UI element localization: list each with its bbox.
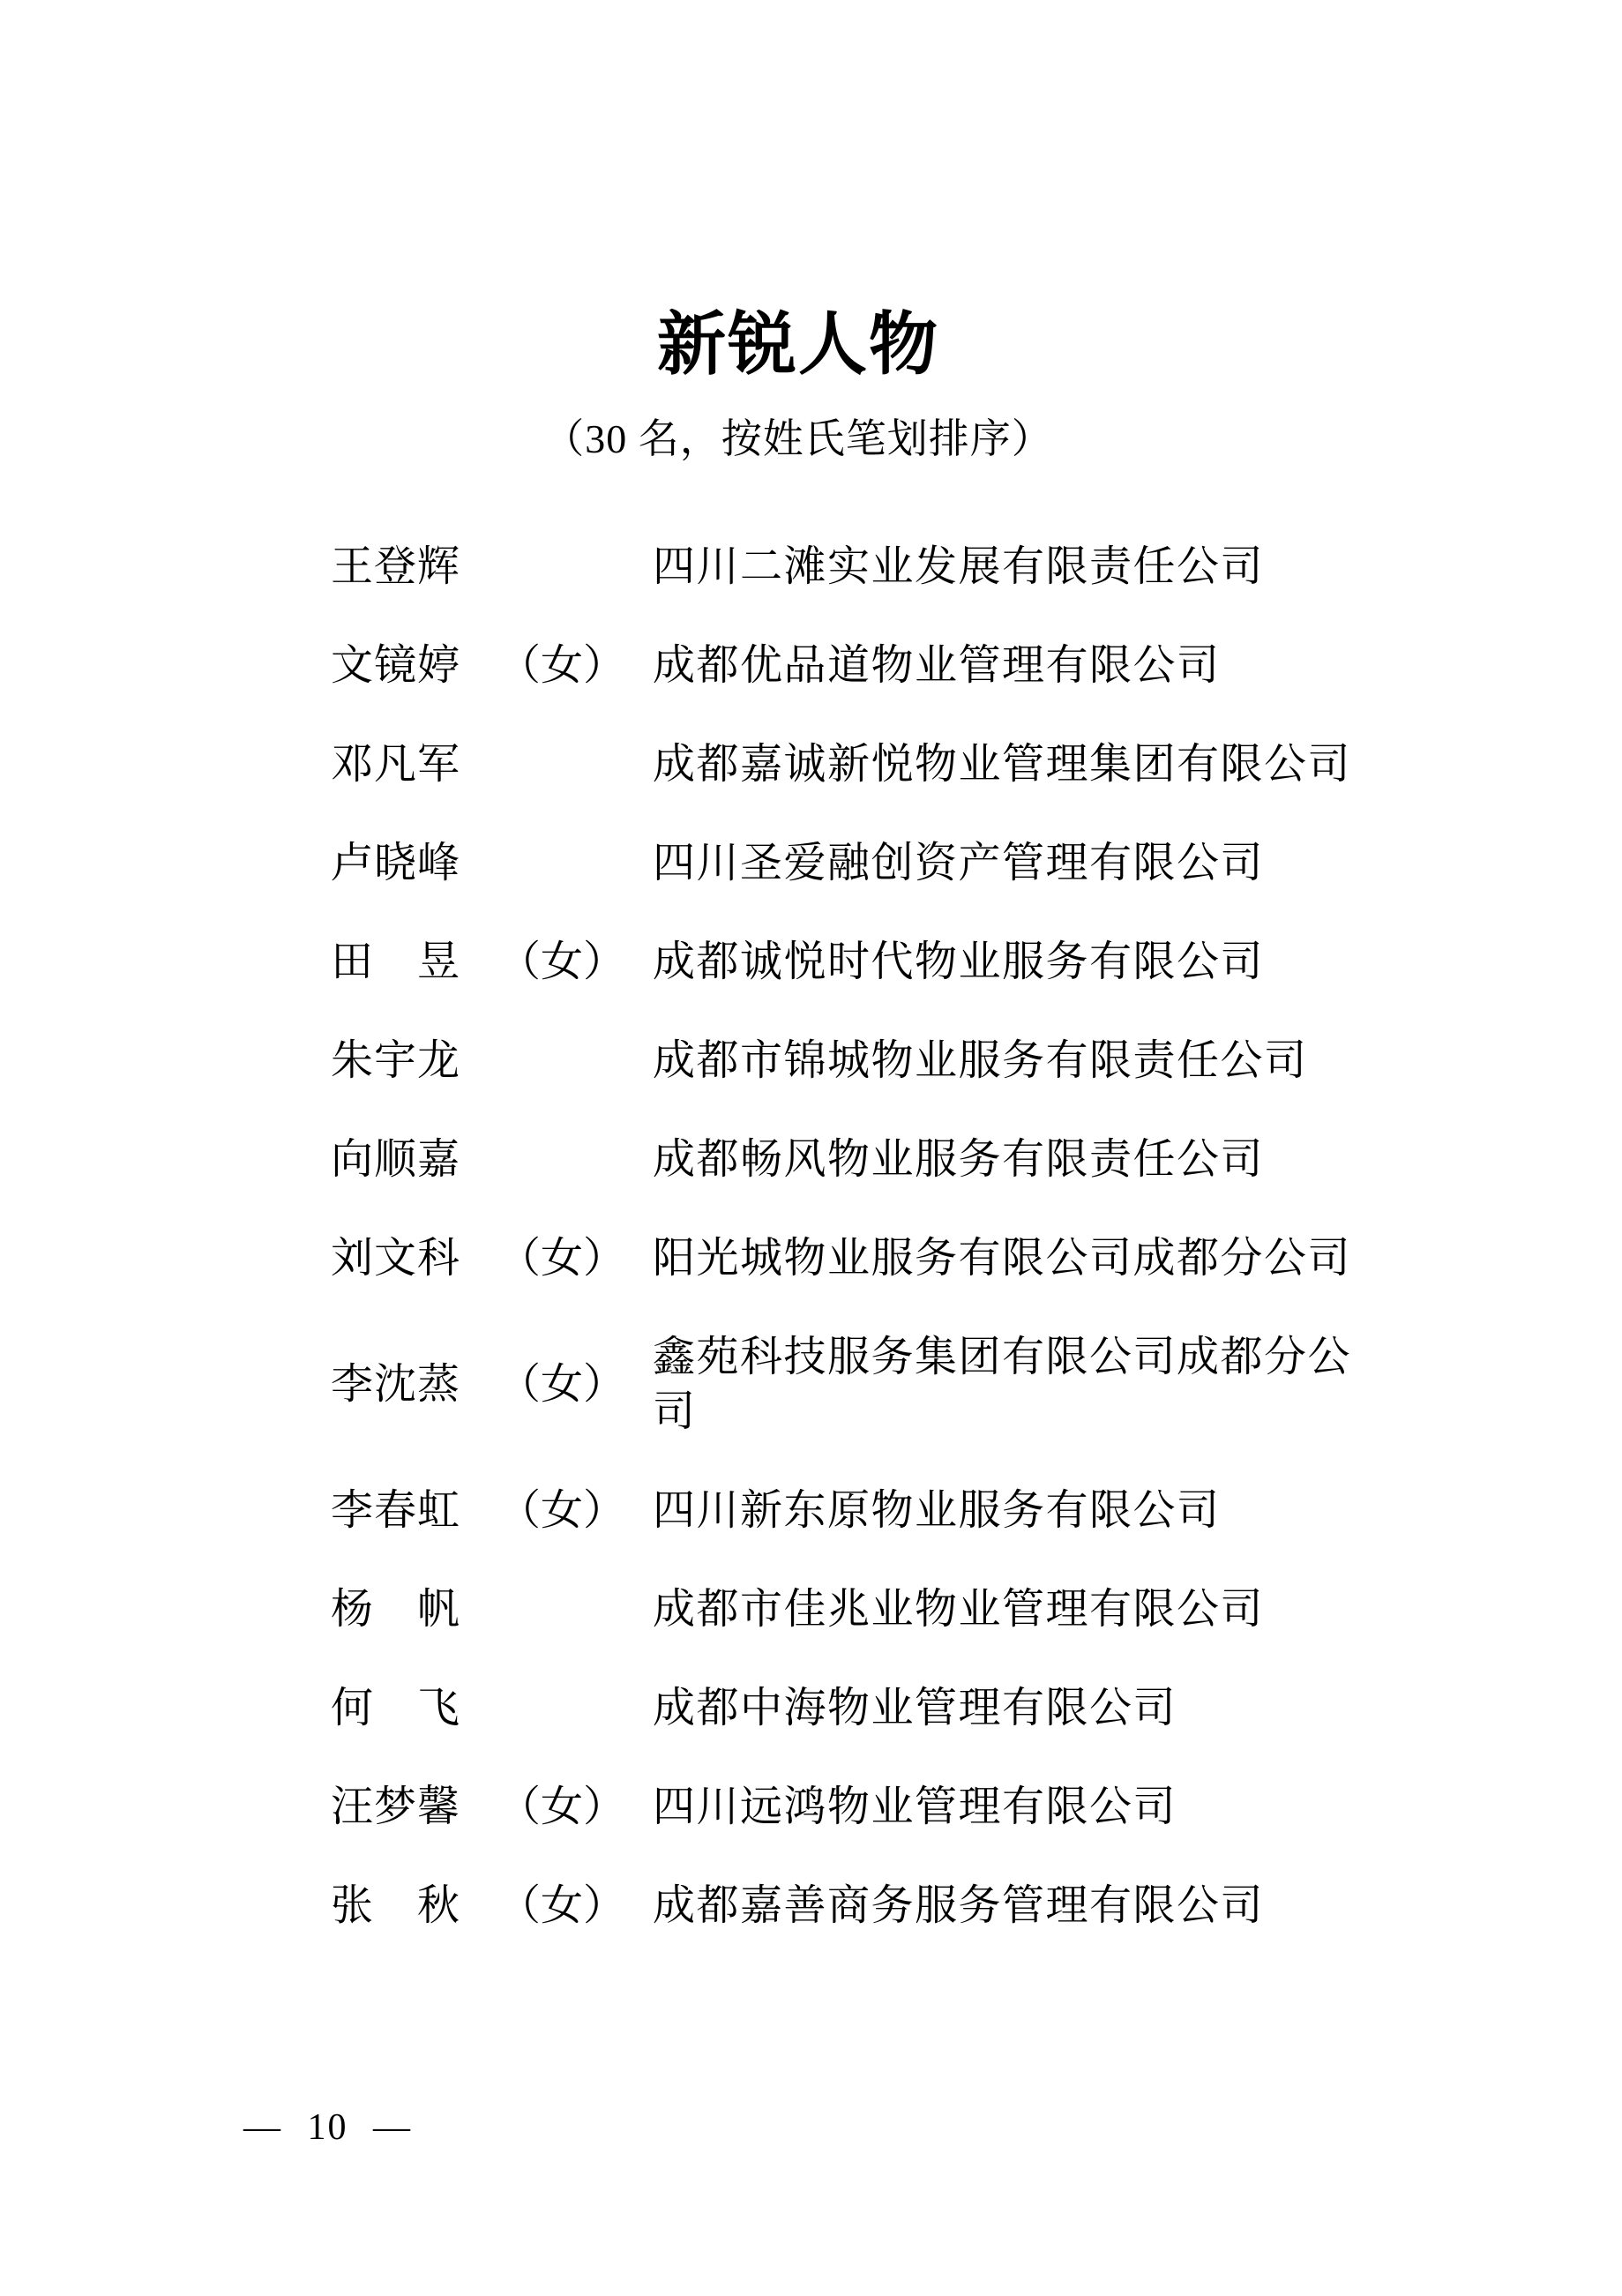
person-name: 杨 帆	[331, 1586, 461, 1633]
list-item	[331, 1484, 1376, 1538]
gender-label: （女）	[498, 1882, 626, 1929]
gender-label: （女）	[498, 939, 626, 985]
list-item	[331, 836, 1376, 891]
list-item	[331, 1133, 1376, 1187]
company-name: 成都畅风物业服务有限责任公司	[653, 1136, 1265, 1183]
company-name: 成都诚悦时代物业服务有限公司	[653, 939, 1265, 985]
person-name: 汪梦馨	[331, 1784, 461, 1830]
person-name: 邓凡军	[331, 741, 461, 788]
list-item	[331, 1231, 1376, 1286]
person-name: 刘文科	[331, 1235, 461, 1282]
company-name: 成都嘉诚新悦物业管理集团有限公司	[653, 741, 1352, 788]
list-item	[331, 1582, 1376, 1637]
list-item	[331, 737, 1376, 792]
page-subtitle: （30 名，按姓氏笔划排序）	[543, 416, 1053, 461]
company-name: 阳光城物业服务有限公司成都分公司	[653, 1235, 1352, 1282]
company-name: 成都优品道物业管理有限公司	[653, 642, 1221, 689]
gender-label: （女）	[498, 1361, 626, 1408]
company-name: 四川二滩实业发展有限责任公司	[653, 543, 1265, 590]
page-number: — 10 —	[243, 2107, 412, 2148]
company-name: 四川远鸿物业管理有限公司	[653, 1784, 1177, 1830]
person-name: 张 秋	[331, 1882, 461, 1929]
person-name: 卢晓峰	[331, 840, 461, 886]
company-name: 成都嘉善商务服务管理有限公司	[653, 1882, 1265, 1929]
list-item	[331, 639, 1376, 693]
person-name: 李春虹	[331, 1487, 461, 1534]
company-name: 四川圣爱融创资产管理有限公司	[653, 840, 1265, 886]
list-item	[331, 1330, 1376, 1440]
page-title: 新锐人物	[656, 306, 939, 383]
person-name: 朱宇龙	[331, 1037, 461, 1084]
awardee-list	[331, 540, 1376, 1978]
person-name: 向顺嘉	[331, 1136, 461, 1183]
person-name: 李沈蒸	[331, 1361, 461, 1408]
company-name: 成都市佳兆业物业管理有限公司	[653, 1586, 1265, 1633]
company-name: 成都市锦城物业服务有限责任公司	[653, 1037, 1308, 1084]
list-item	[331, 935, 1376, 990]
list-item	[331, 1879, 1376, 1933]
company-name: 鑫苑科技服务集团有限公司成都分公司	[653, 1334, 1352, 1435]
list-item	[331, 1681, 1376, 1736]
person-name: 何 飞	[331, 1685, 461, 1731]
gender-label: （女）	[498, 1235, 626, 1282]
company-name: 四川新东原物业服务有限公司	[653, 1487, 1221, 1534]
gender-label: （女）	[498, 642, 626, 689]
gender-label: （女）	[498, 1487, 626, 1534]
gender-label: （女）	[498, 1784, 626, 1830]
list-item	[331, 540, 1376, 595]
list-item	[331, 1034, 1376, 1088]
list-item	[331, 1780, 1376, 1835]
company-name: 成都中海物业管理有限公司	[653, 1685, 1177, 1731]
person-name: 文镜婷	[331, 642, 461, 689]
person-name: 王登辉	[331, 543, 461, 590]
person-name: 田 昱	[331, 939, 461, 985]
